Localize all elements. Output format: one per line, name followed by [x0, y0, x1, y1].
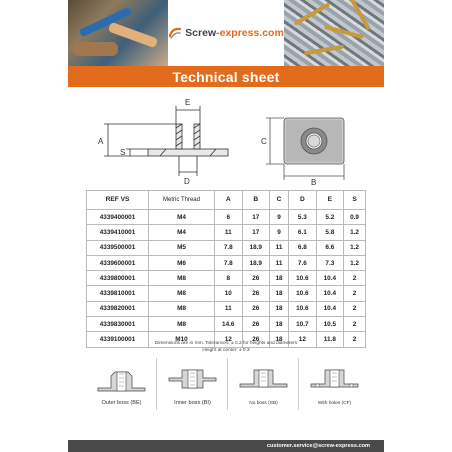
title-banner: [68, 66, 384, 87]
header: [68, 0, 384, 66]
variant-label: No boss (SB): [249, 401, 278, 406]
tolerance-note-line2: Height at center: ± 0.3: [202, 347, 250, 353]
logo-swoosh-icon: [168, 26, 182, 40]
side-section-view: [104, 106, 228, 176]
cell-e: 11.8: [316, 332, 344, 347]
inner-boss-icon: [157, 358, 228, 396]
cell-s: 2: [344, 317, 366, 332]
cell-e: 10.4: [316, 286, 344, 301]
table-header-row: [87, 191, 366, 210]
cell-thread: M4: [149, 210, 215, 225]
top-view: [266, 118, 344, 180]
cell-b: 18.9: [242, 240, 270, 255]
variant-label: With holes (CF): [317, 401, 352, 406]
cell-c: 18: [270, 317, 289, 332]
cell-thread: M8: [149, 301, 215, 316]
table-row: [87, 301, 366, 316]
variant-outer-boss: [86, 358, 157, 410]
cell-b: 26: [242, 271, 270, 286]
col-ref: REF VS: [87, 191, 149, 210]
variant-inner-boss: [157, 358, 228, 410]
col-e: E: [316, 191, 344, 210]
table-row: [87, 255, 366, 270]
cell-e: 5.8: [316, 225, 344, 240]
logo-text: [185, 27, 284, 39]
cell-b: 26: [242, 332, 270, 347]
cell-c: 18: [270, 286, 289, 301]
tolerance-notes: [86, 341, 366, 355]
cell-d: 10.7: [289, 317, 317, 332]
col-b: B: [242, 191, 270, 210]
cell-d: 5.3: [289, 210, 317, 225]
cell-a: 11: [215, 301, 243, 316]
cell-c: 9: [270, 210, 289, 225]
cell-a: 7.8: [215, 240, 243, 255]
cell-ref: 4339600001: [87, 255, 149, 270]
cell-thread: M8: [149, 286, 215, 301]
table-row: [87, 210, 366, 225]
variant-label: Outer boss (BE): [101, 400, 142, 406]
drawing-svg: [80, 92, 380, 187]
cell-s: 1.2: [344, 225, 366, 240]
cell-s: 0.9: [344, 210, 366, 225]
col-metric-thread: Metric Thread: [149, 191, 215, 210]
cell-b: 18.9: [242, 255, 270, 270]
table-row: [87, 271, 366, 286]
dim-label-b: B: [311, 178, 317, 187]
cell-e: 5.2: [316, 210, 344, 225]
cell-d: 6.8: [289, 240, 317, 255]
dim-label-d: D: [184, 177, 190, 186]
cell-ref: 4339800001: [87, 271, 149, 286]
dim-label-s: S: [120, 148, 126, 157]
footer-email-link[interactable]: customer.service@screw-express.com: [266, 443, 370, 449]
cell-ref: 4339820001: [87, 301, 149, 316]
col-a: A: [215, 191, 243, 210]
cell-b: 26: [242, 286, 270, 301]
variant-panel: [86, 358, 370, 410]
cell-b: 26: [242, 317, 270, 332]
dim-label-c: C: [261, 137, 267, 146]
cell-thread: M4: [149, 225, 215, 240]
table-row: [87, 286, 366, 301]
logo-suffix: -express.com: [216, 27, 284, 39]
cell-thread: M10: [149, 332, 215, 347]
cell-ref: 4339100001: [87, 332, 149, 347]
cell-c: 18: [270, 301, 289, 316]
cell-a: 14.6: [215, 317, 243, 332]
cell-ref: 4339830001: [87, 317, 149, 332]
cell-ref: 4339500001: [87, 240, 149, 255]
cell-s: 2: [344, 332, 366, 347]
cell-d: 10.6: [289, 271, 317, 286]
cell-d: 10.6: [289, 286, 317, 301]
dimension-table: [86, 190, 366, 348]
outer-boss-icon: [86, 358, 157, 396]
dimension-table-grid: [86, 190, 366, 348]
cell-a: 6: [215, 210, 243, 225]
cell-a: 7.8: [215, 255, 243, 270]
dim-label-e: E: [185, 98, 191, 107]
page-title: Technical sheet: [172, 68, 280, 85]
cell-e: 10.5: [316, 317, 344, 332]
cell-d: 12: [289, 332, 317, 347]
table-row: [87, 225, 366, 240]
table-row: [87, 317, 366, 332]
col-s: S: [344, 191, 366, 210]
cell-s: 1.2: [344, 255, 366, 270]
cell-s: 2: [344, 271, 366, 286]
cell-a: 12: [215, 332, 243, 347]
header-photo-tools: [68, 0, 168, 66]
table-row: [87, 240, 366, 255]
variant-label: Inner boss (BI): [174, 400, 211, 406]
logo-brand: Screw: [185, 27, 217, 39]
col-c: C: [270, 191, 289, 210]
cell-thread: M8: [149, 271, 215, 286]
header-photo-screws: [284, 0, 384, 66]
cell-c: 18: [270, 332, 289, 347]
variant-no-boss: [228, 358, 299, 410]
cell-d: 6.1: [289, 225, 317, 240]
cell-b: 26: [242, 301, 270, 316]
cell-a: 10: [215, 286, 243, 301]
footer-bar: [68, 440, 384, 452]
cell-s: 2: [344, 286, 366, 301]
cell-e: 10.4: [316, 301, 344, 316]
cell-d: 7.6: [289, 255, 317, 270]
cell-e: 7.3: [316, 255, 344, 270]
cell-s: 2: [344, 301, 366, 316]
cell-ref: 4339400001: [87, 210, 149, 225]
cell-thread: M6: [149, 255, 215, 270]
technical-drawings: [80, 92, 380, 187]
cell-thread: M8: [149, 317, 215, 332]
cell-b: 17: [242, 225, 270, 240]
variant-with-holes: [299, 358, 370, 410]
cell-c: 11: [270, 240, 289, 255]
cell-a: 11: [215, 225, 243, 240]
cell-e: 6.6: [316, 240, 344, 255]
cell-thread: M5: [149, 240, 215, 255]
cell-s: 1.2: [344, 240, 366, 255]
dim-label-a: A: [98, 137, 104, 146]
cell-d: 10.6: [289, 301, 317, 316]
tolerance-note-line1: Dimensions are in mm. Tolerances: ± 0.2 for heights and diameters: [154, 341, 298, 346]
with-holes-icon: [299, 358, 370, 396]
cell-c: 9: [270, 225, 289, 240]
cell-c: 11: [270, 255, 289, 270]
no-boss-icon: [228, 358, 299, 396]
logo[interactable]: [168, 0, 284, 66]
cell-e: 10.4: [316, 271, 344, 286]
cell-c: 18: [270, 271, 289, 286]
col-d: D: [289, 191, 317, 210]
cell-a: 8: [215, 271, 243, 286]
cell-ref: 4339410001: [87, 225, 149, 240]
cell-ref: 4339810001: [87, 286, 149, 301]
cell-b: 17: [242, 210, 270, 225]
